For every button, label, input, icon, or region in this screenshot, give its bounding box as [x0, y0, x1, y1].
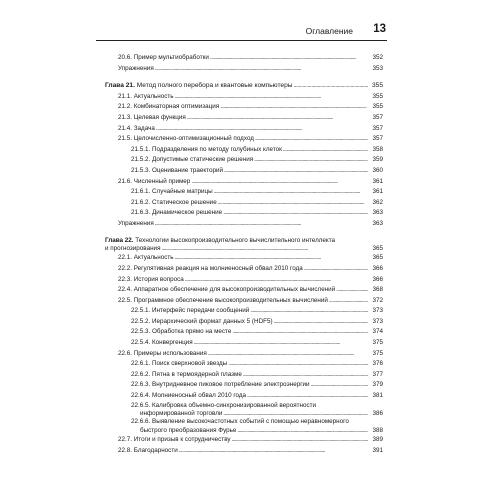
- chapter-22-entries: [105, 253, 383, 401]
- toc-entry-page: 373: [372, 317, 383, 325]
- toc-entry-page: 373: [372, 307, 383, 315]
- dot-leader: [175, 253, 368, 264]
- toc-entry-page: 368: [372, 286, 383, 294]
- chapter-page: 365: [372, 244, 383, 252]
- toc-entry: [118, 177, 383, 188]
- toc-entry: [118, 92, 383, 103]
- chapter-22-tail-entries: [105, 435, 383, 456]
- toc-entry: [131, 306, 383, 317]
- toc-entry-title: 22.5.4. Конвергенция: [131, 339, 193, 347]
- toc-entry-page: 388: [372, 426, 383, 434]
- dot-leader: [243, 370, 368, 381]
- toc-entry-title: 22.1. Актуальность: [118, 254, 174, 262]
- toc-entry-page: 363: [372, 209, 383, 217]
- toc-entry: [118, 53, 383, 64]
- toc-entry-title: 22.2. Регулятивная реакция на молниеносный обвал 2010 года: [118, 264, 303, 272]
- toc-entry: [118, 446, 383, 457]
- toc-entry-page: 361: [372, 177, 383, 185]
- toc-entry-page: 381: [372, 392, 383, 400]
- toc-entry: [131, 198, 383, 209]
- toc-entry-page: 353: [372, 64, 383, 72]
- toc-entry: [131, 370, 383, 381]
- toc-entry-page: 357: [372, 135, 383, 143]
- dot-leader: [255, 134, 368, 145]
- dot-leader: [194, 338, 368, 349]
- toc-entry-title: 22.6. Примеры использования: [118, 349, 207, 357]
- dot-leader: [179, 446, 368, 457]
- dot-leader: [336, 285, 368, 296]
- toc-entry: [131, 187, 383, 198]
- chapter-heading-21: [105, 81, 383, 92]
- toc-entry-page: 375: [372, 349, 383, 357]
- dot-leader: [237, 427, 368, 435]
- toc-entry-title: 22.6.1. Поиск сверхновой звезды: [131, 360, 228, 368]
- dot-leader: [250, 306, 368, 317]
- chapter-title-line1: Технологии высокопроизводительного вычислительного интеллекта: [133, 236, 336, 244]
- toc-entry: [118, 349, 383, 360]
- toc-entry-title: 21.2. Комбинаторная оптимизация: [118, 103, 220, 111]
- toc-entry: [118, 102, 383, 113]
- toc-entry: [118, 253, 383, 264]
- dot-leader: [218, 198, 368, 209]
- dot-leader: [311, 380, 368, 391]
- toc-entry-title: 22.6.2. Пятна в термоядерной плазме: [131, 370, 242, 378]
- chapter-page: 355: [371, 82, 383, 90]
- dot-leader: [294, 81, 369, 92]
- dot-leader: [254, 155, 368, 166]
- dot-leader: [185, 275, 368, 286]
- toc-entry: [131, 166, 383, 177]
- toc-entry-page: 375: [372, 339, 383, 347]
- toc-entry-page: 366: [372, 275, 383, 283]
- toc-entry-page: 391: [372, 446, 383, 454]
- dot-leader: [224, 166, 368, 177]
- toc-entry: [118, 219, 383, 230]
- toc-entry-page: 377: [372, 370, 383, 378]
- toc-entry-page: 389: [372, 436, 383, 444]
- toc-entry: [131, 380, 383, 391]
- dot-leader: [228, 359, 368, 370]
- chapter-title: Метод полного перебора и квантовые компьютеры: [134, 82, 293, 90]
- toc-entry-page: 357: [372, 113, 383, 121]
- page-header: [96, 20, 387, 40]
- toc-entry-page: 355: [372, 92, 383, 100]
- toc-entry-multiline: [131, 402, 383, 419]
- dot-leader: [247, 391, 368, 402]
- toc-entry: [118, 275, 383, 286]
- toc-entry-title: 22.5.3. Обработка прямо на месте: [131, 328, 232, 336]
- dot-leader: [175, 92, 368, 103]
- toc-entry: [118, 124, 383, 135]
- dot-leader: [155, 219, 368, 230]
- toc-entry-title: 22.6.4. Молниеносный обвал 2010 года: [131, 392, 247, 400]
- toc-entry-page: 386: [372, 410, 383, 418]
- dot-leader: [155, 64, 368, 75]
- toc-entry-page: 359: [372, 156, 383, 164]
- dot-leader: [232, 327, 368, 338]
- toc-entry-title: 22.4. Аппаратное обеспечение для высокопроизводительных вычислений: [118, 286, 336, 294]
- toc-entry-title-line1: 22.6.5. Калибровка объемно-синхронизированной вероятности: [131, 401, 317, 409]
- chapter-21-entries: [105, 92, 383, 230]
- dot-leader: [329, 296, 368, 307]
- dot-leader: [283, 145, 368, 156]
- dot-leader: [274, 317, 368, 328]
- toc-entry: [131, 145, 383, 156]
- toc-entry-title: 21.6.1. Случайные матрицы: [131, 188, 213, 196]
- toc-entry: [118, 64, 383, 75]
- toc-entry-title: 22.7. Итоги и призыв к сотрудничеству: [118, 436, 231, 444]
- toc-entry-page: 360: [372, 166, 383, 174]
- toc-entry-page: 352: [372, 54, 383, 61]
- toc-entry: [118, 296, 383, 307]
- toc-entry-page: 358: [372, 145, 383, 153]
- toc-entry-title: 21.4. Задача: [118, 124, 155, 132]
- chapter-heading-22: [105, 237, 383, 254]
- chapter-title-line2: и прогнозирования: [105, 244, 161, 252]
- toc-entry: [118, 113, 383, 124]
- toc-entry-title: 22.5.1. Интерфейс передачи сообщений: [131, 307, 250, 315]
- dot-leader: [232, 435, 368, 446]
- dot-leader: [156, 124, 368, 135]
- toc-entry-title: 20.6. Пример мультиобработки: [118, 54, 209, 61]
- toc-entry: [131, 359, 383, 370]
- dot-leader: [161, 245, 368, 253]
- dot-leader: [220, 102, 368, 113]
- toc-entry-title: 21.6. Численный пример: [118, 177, 191, 185]
- dot-leader: [208, 349, 368, 360]
- toc-entry-page: 362: [372, 198, 383, 206]
- toc-entry-title: 21.5.1. Подразделения по методу голубиных клеток: [131, 145, 282, 153]
- toc-entry-title: 21.5.2. Допустимые статические решения: [131, 156, 254, 164]
- toc-entry: [131, 155, 383, 166]
- toc-entry-title: 21.5.3. Оценивание траекторий: [131, 166, 224, 174]
- header-rule: [96, 40, 387, 41]
- toc-entry-title: 22.5. Программное обеспечение высокопроизводительных вычислений: [118, 296, 328, 304]
- dot-leader: [210, 53, 368, 64]
- toc-entry: [131, 338, 383, 349]
- toc-entry: [118, 285, 383, 296]
- toc-entry: [118, 435, 383, 446]
- toc-entry-multiline: [131, 418, 383, 435]
- dot-leader: [304, 264, 368, 275]
- toc-entry-title: Упражнения: [118, 219, 154, 227]
- toc-entry: [131, 208, 383, 219]
- toc-entry-title: 21.1. Актуальность: [118, 92, 174, 100]
- toc-entry: [131, 327, 383, 338]
- page-number: 13: [373, 23, 386, 35]
- toc-entry-title: 21.5. Целочисленно-оптимизационный подход: [118, 135, 254, 143]
- dot-leader: [187, 113, 368, 124]
- toc-entry-title-line2: информированной торговли: [140, 410, 223, 418]
- chapter-label: Глава 22.: [105, 236, 134, 244]
- toc-entry-title: Упражнения: [118, 64, 154, 72]
- toc-entry-page: 357: [372, 124, 383, 132]
- dot-leader: [223, 208, 368, 219]
- toc-entry: [131, 391, 383, 402]
- toc-entry-title: 21.6.3. Динамическое решение: [131, 209, 223, 217]
- toc-entry-page: 379: [372, 381, 383, 389]
- toc-entry: [118, 134, 383, 145]
- toc-entry-title: 22.6.3. Внутридневное пиковое потребление электроэнергии: [131, 381, 310, 389]
- toc-entry-page: 376: [372, 360, 383, 368]
- toc-entry-title: 22.5.2. Иерархический формат данных 5 (HDF5): [131, 317, 273, 325]
- toc-entry: [131, 317, 383, 328]
- dot-leader: [214, 187, 368, 198]
- toc-entry-page: 363: [372, 219, 383, 227]
- toc-entry-title: 21.6.2. Статическое решение: [131, 198, 217, 206]
- toc-entry-page: 374: [372, 328, 383, 336]
- toc-entry-page: 372: [372, 296, 383, 304]
- toc-entry-page: 365: [372, 254, 383, 262]
- toc-entry-page: 366: [372, 264, 383, 272]
- toc-entry-title-line1: 22.6.6. Выявление высокочастотных событий с помощью неравномерного: [131, 418, 349, 426]
- toc-entry: [118, 264, 383, 275]
- toc-entry-page: 361: [372, 188, 383, 196]
- dot-leader: [191, 177, 368, 188]
- toc-entry-title-line2: быстрого преобразования Фурье: [140, 426, 237, 434]
- toc-entry-title: 22.3. История вопроса: [118, 275, 184, 283]
- toc-entry-page: 355: [372, 103, 383, 111]
- running-head-title: Оглавление: [305, 26, 353, 36]
- toc-entry-title: 22.8. Благодарности: [118, 446, 178, 454]
- table-of-contents: [105, 53, 383, 456]
- chapter-label: Глава 21.: [105, 82, 135, 90]
- toc-entry-title: 21.3. Целевая функция: [118, 113, 186, 121]
